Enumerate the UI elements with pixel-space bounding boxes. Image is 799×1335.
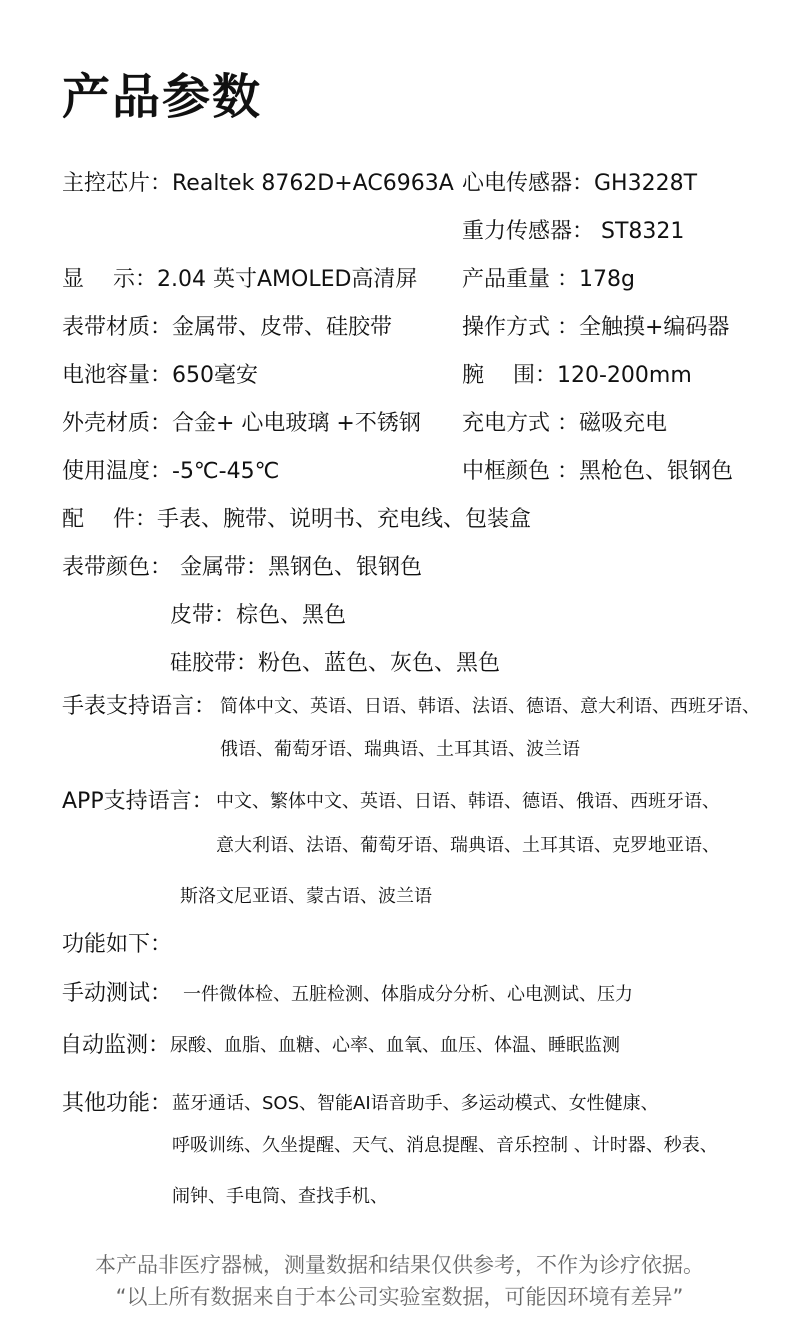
- band-colors-label: 表带颜色：: [62, 555, 173, 580]
- band-color-leather: 皮带：棕色、黑色: [170, 603, 347, 628]
- spec-chip: 主控芯片：Realtek 8762D+AC6963A: [62, 171, 454, 196]
- spec-frame-color: 中框颜色 ：黑枪色、银钢色: [462, 459, 733, 484]
- spec-gravity-sensor: 重力传感器： ST8321: [462, 219, 685, 244]
- spec-accessories: 配 件：手表、腕带、说明书、充电线、包装盒: [62, 507, 531, 532]
- band-color-silicone: 硅胶带：粉色、蓝色、灰色、黑色: [170, 651, 501, 676]
- spec-operation: 操作方式 ：全触摸+编码器: [462, 315, 730, 340]
- spec-temperature: 使用温度：-5℃-45℃: [62, 459, 280, 484]
- other-functions-line3: 闹钟、手电筒、查找手机、: [172, 1186, 388, 1207]
- watch-languages-label: 手表支持语言：: [62, 694, 217, 719]
- auto-monitor-value: 尿酸、血脂、血糖、心率、血氧、血压、体温、睡眠监测: [170, 1035, 620, 1056]
- spec-band-material: 表带材质：金属带、皮带、硅胶带: [62, 315, 393, 340]
- band-color-metal: 金属带：黑钢色、银钢色: [180, 555, 423, 580]
- spec-ecg-sensor: 心电传感器：GH3228T: [462, 171, 698, 196]
- app-languages-line3: 斯洛文尼亚语、蒙古语、波兰语: [180, 886, 432, 907]
- app-languages-line1: 中文、繁体中文、英语、日语、韩语、德语、俄语、西班牙语、: [216, 791, 720, 812]
- spec-display: 显 示：2.04 英寸AMOLED高清屏: [62, 267, 418, 292]
- functions-heading: 功能如下：: [62, 932, 173, 957]
- other-functions-line1: 蓝牙通话、SOS、智能AI语音助手、多运动模式、女性健康、: [172, 1093, 659, 1114]
- manual-test-label: 手动测试：: [62, 981, 173, 1006]
- app-languages-line2: 意大利语、法语、葡萄牙语、瑞典语、土耳其语、克罗地亚语、: [216, 835, 720, 856]
- spec-case-material: 外壳材质：合金+ 心电玻璃 +不锈钢: [62, 411, 421, 436]
- app-languages-label: APP支持语言：: [62, 789, 214, 814]
- other-functions-label: 其他功能：: [62, 1091, 173, 1116]
- spec-weight: 产品重量 ：178g: [462, 267, 635, 292]
- footer-line2: “以上所有数据来自于本公司实验室数据，可能因环境有差异”: [115, 1285, 684, 1309]
- footer-line1: 本产品非医疗器械，测量数据和结果仅供参考，不作为诊疗依据。: [95, 1253, 704, 1277]
- manual-test-value: 一件微体检、五脏检测、体脂成分分析、心电测试、压力: [183, 984, 633, 1005]
- spec-battery: 电池容量：650毫安: [62, 363, 258, 388]
- auto-monitor-label: 自动监测：: [60, 1033, 171, 1058]
- page-title: 产品参数: [62, 69, 263, 125]
- other-functions-line2: 呼吸训练、久坐提醒、天气、消息提醒、音乐控制 、计时器、秒表、: [172, 1135, 718, 1156]
- spec-wrist: 腕 围：120-200mm: [462, 363, 692, 388]
- watch-languages-line1: 简体中文、英语、日语、韩语、法语、德语、意大利语、西班牙语、: [220, 696, 760, 717]
- spec-charging: 充电方式 ：磁吸充电: [462, 411, 667, 436]
- watch-languages-line2: 俄语、葡萄牙语、瑞典语、土耳其语、波兰语: [220, 739, 580, 760]
